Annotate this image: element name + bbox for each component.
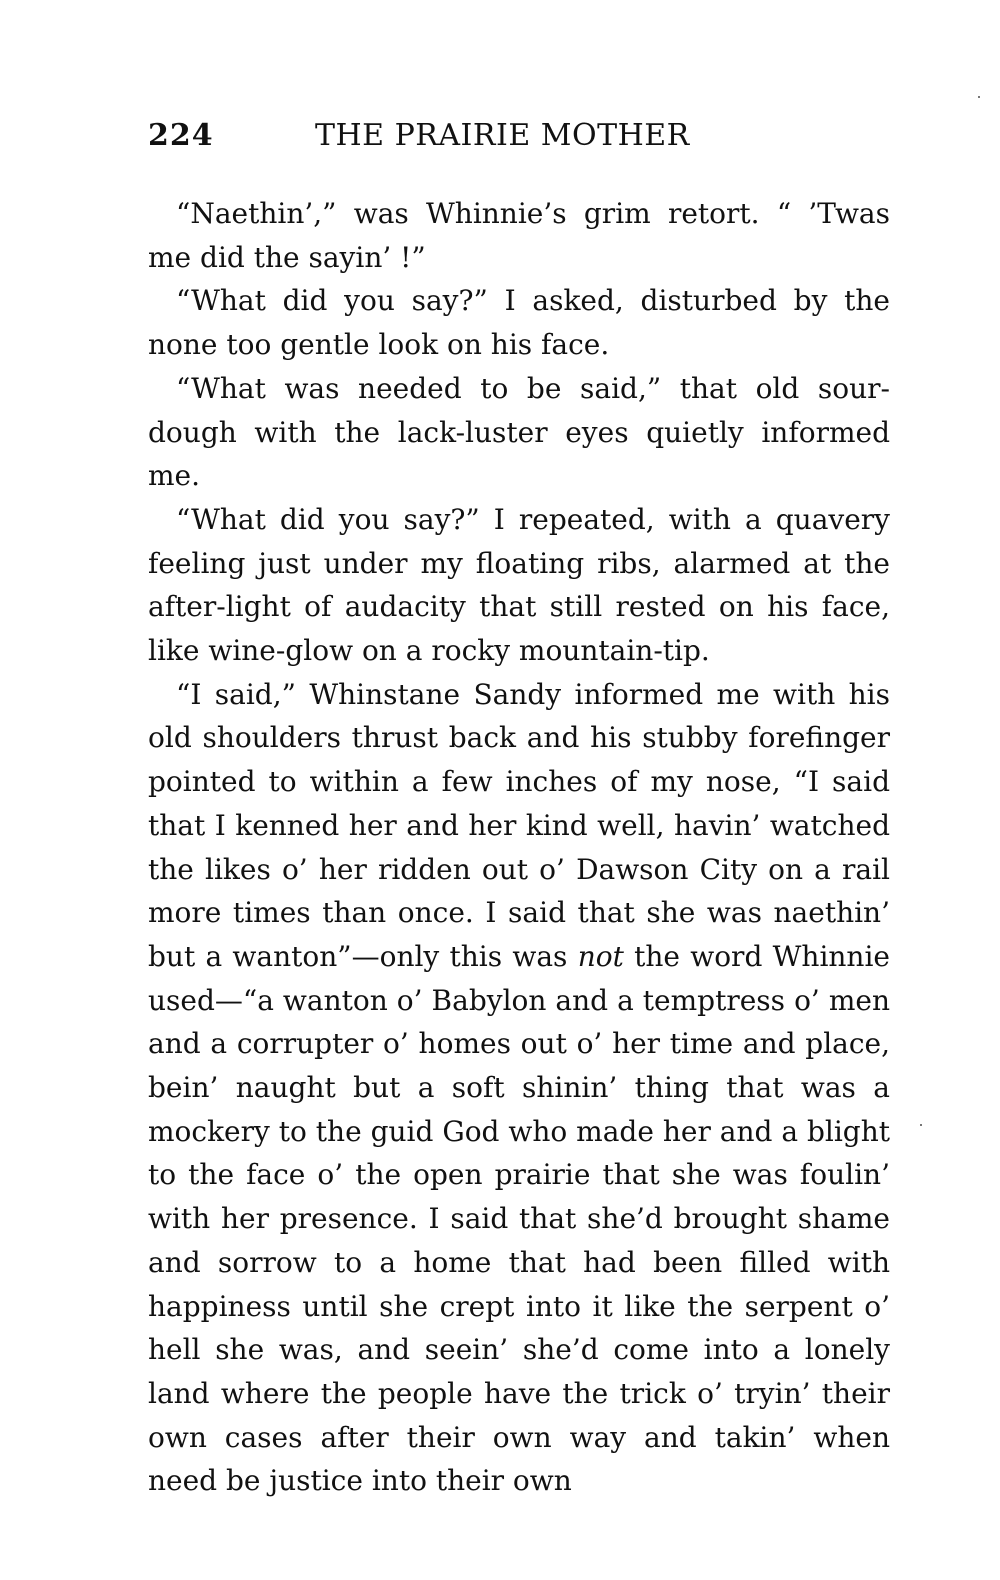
paragraph: “Naethin’,” was Whinnie’s grim retort. “ ’Twas me did the sayin’ !” xyxy=(148,197,890,274)
running-title: THE PRAIRIE MOTHER xyxy=(315,118,690,153)
scan-speck xyxy=(978,96,980,98)
paragraph: “What did you say?” I asked, disturbed by the none too gentle look on his face. xyxy=(148,284,890,362)
paragraph xyxy=(148,673,890,1503)
paragraph: “What did you say?” I repeated, with a quavery feeling just under my floating ribs, alarmed at the after-light of audacity that still rested on his face, like wine-glow on a rocky mountain-tip. xyxy=(148,502,890,668)
page-header xyxy=(148,118,890,158)
paragraph: “What was needed to be said,” that old sour-dough with the lack-luster eyes quietly informed me. xyxy=(148,371,890,493)
emphasized-word: not xyxy=(577,939,624,973)
page-number: 224 xyxy=(148,118,214,153)
scan-speck xyxy=(920,1124,922,1126)
paragraph-text: “I said,” Whinstane Sandy informed me with his old shoulders thrust back and his stubby forefinger pointed to within a few inches of my nose, “I said that I kenned her and her kind well, havin’ watched the likes o’ her ridden out o’ Dawson City on a rail more times than once. I said that she was naethin’ but a wanton”—only this was xyxy=(148,677,890,973)
body-text xyxy=(148,192,890,1503)
paragraph-text: the word Whinnie used—“a wanton o’ Babylon and a temptress o’ men and a corrupter o’ homes out o’ her time and place, bein’ naught but a soft shinin’ thing that was a mockery to the guid God who made her and a blight to the face o’ the open prairie that she was foulin’ with her presence. I said that she’d brought shame and sorrow to a home that had been filled with happiness until she crept into it like the serpent o’ hell she was, and seein’ she’d come into a lonely land where the people have the trick o’ tryin’ their own cases after their own way and takin’ when need be justice into their own xyxy=(148,939,890,1498)
